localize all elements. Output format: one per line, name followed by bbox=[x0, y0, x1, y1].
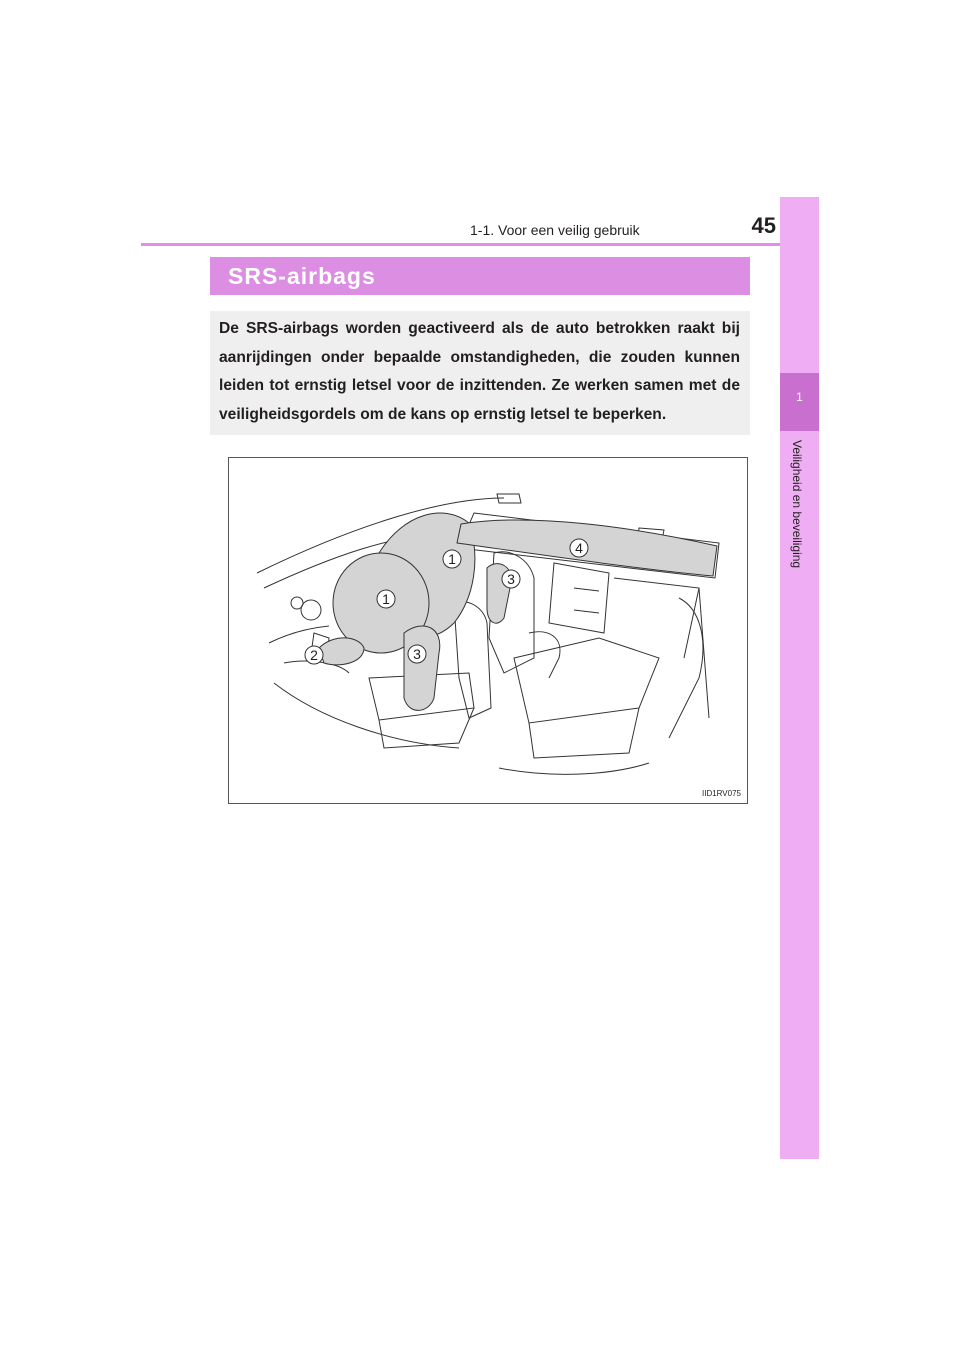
callout-1a-label: 1 bbox=[448, 551, 456, 567]
chapter-label: Veiligheid en beveiliging bbox=[790, 440, 804, 569]
side-airbag-front bbox=[404, 626, 440, 710]
callout-4-label: 4 bbox=[575, 540, 583, 556]
airbag-illustration bbox=[228, 457, 748, 804]
figure-code: IID1RV075 bbox=[702, 789, 741, 798]
callout-3a bbox=[408, 645, 426, 663]
airbags bbox=[319, 513, 717, 710]
title-band bbox=[210, 257, 750, 295]
callout-3a-label: 3 bbox=[413, 646, 421, 662]
chapter-number: 1 bbox=[796, 390, 803, 404]
callout-3b-label: 3 bbox=[507, 571, 515, 587]
header-rule bbox=[141, 243, 819, 246]
intro-box bbox=[210, 311, 750, 435]
car-interior-drawing bbox=[229, 458, 747, 803]
callout-2 bbox=[305, 646, 323, 664]
section-heading: 1-1. Voor een veilig gebruik bbox=[470, 222, 640, 238]
callout-1b bbox=[377, 590, 395, 608]
knee-airbag bbox=[319, 638, 364, 665]
callout-1b-label: 1 bbox=[382, 591, 390, 607]
intro-text: De SRS-airbags worden geactiveerd als de auto betrokken raakt bij aanrijdingen onder bepaalde omstandigheden, die zouden kunnen leiden tot ernstig letsel voor de inzittenden. Ze werken samen met de veiligheidsgordels om de kans op ernstig letsel te beperken. bbox=[219, 320, 740, 423]
callout-4 bbox=[570, 539, 588, 557]
chapter-side-tab[interactable] bbox=[780, 197, 819, 1159]
callout-1a bbox=[443, 550, 461, 568]
callout-2-label: 2 bbox=[310, 647, 318, 663]
page-title: SRS-airbags bbox=[228, 263, 376, 289]
page-number: 45 bbox=[751, 213, 776, 238]
callout-3b bbox=[502, 570, 520, 588]
